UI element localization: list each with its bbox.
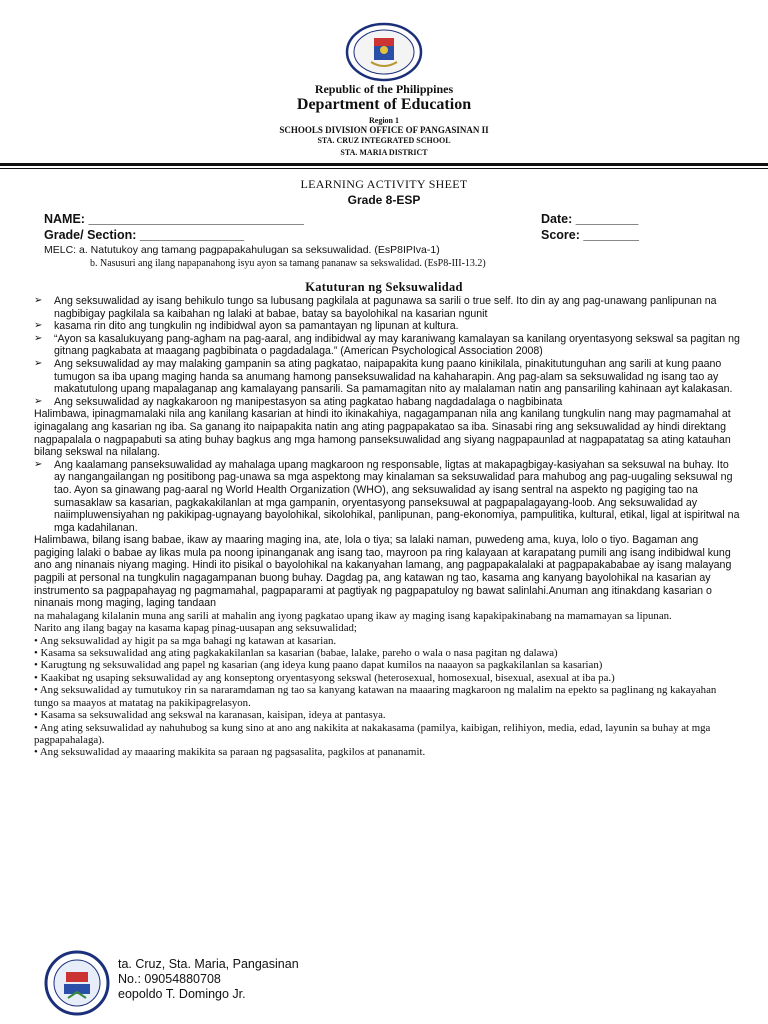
region-line: Region 1 [369, 116, 399, 125]
grade-section-field[interactable]: Grade/ Section: _______________ [44, 228, 245, 242]
paragraph-text: • Kasama sa seksuwalidad ang sekswal na karanasan, kaisipan, ideya at pantasya. [34, 709, 386, 722]
paragraph [34, 534, 740, 610]
footer-principal: eopoldo T. Domingo Jr. [118, 987, 246, 1001]
date-field[interactable]: Date: _________ [541, 212, 639, 226]
melc-b: b. Nasusuri ang ilang napapanahong isyu ayon sa tamang pananaw sa sekswalidad. (EsP8-III-13.2) [90, 258, 486, 269]
melc-a: MELC: a. Natutukoy ang tamang pagpapakahulugan sa seksuwalidad. (EsP8IPIva-1) [44, 244, 440, 256]
republic-line: Republic of the Philippines [314, 82, 454, 96]
arrow-bullet-icon: ➢ [34, 332, 43, 344]
list-paragraph [34, 746, 740, 758]
list-paragraph [34, 610, 740, 622]
section-title: Katuturan ng Seksuwalidad [305, 280, 463, 294]
paragraph-text: Narito ang ilang bagay na kasama kapag pinag-uusapan ang seksuwalidad; [34, 622, 357, 635]
sheet-title: LEARNING ACTIVITY SHEET [300, 177, 468, 191]
division-line: SCHOOLS DIVISION OFFICE OF PANGASINAN II [279, 125, 489, 135]
bullet-item [34, 333, 740, 358]
school-line: STA. CRUZ INTEGRATED SCHOOL [317, 136, 451, 145]
department-line: Department of Education [296, 96, 472, 113]
header-rule-thin [0, 168, 768, 169]
arrow-bullet-icon: ➢ [34, 357, 43, 369]
bullet-item [34, 459, 740, 535]
paragraph-text: • Ang seksuwalidad ay tumutukoy rin sa nararamdaman ng tao sa kanyang katawan na maaaring magkaroon ng malalim na epekto sa paglinang ng kakayahan tungo sa maayos at matatag na pakikipagrelasyon. [34, 684, 717, 709]
list-paragraph [34, 647, 740, 659]
paragraph-text: Ang kaalamang panseksuwalidad ay mahalaga upang magkaroon ng responsable, ligtas at makapagbigay-kasiyahan sa seksuwal na buhay. Ito ay nangangailangan ng positibong pag-unawa sa mga aspektong may kinalaman sa seksuwalidad para mahubog ang pag-uugaling seksuwal ng tao. Ayon sa ginawang pag-aaral ng World Health Organization (WHO), ang seksuwalidad ay isang sentral na aspekto ng pagiging tao na sumasaklaw sa kasarian, pagkakakilanlan at mga gampanin, oryentasyong panseksuwal at pagpapalagayang-loob. Ang seksuwalidad ay naiimpluwensiyahan ng pakikipag-ugnayang bayolohikal, sikolohikal, panlipunan, pang-ekonomiya, pampulitika, kultural, etikal, ligal at ispiritwal na mga kadahilanan. [54, 458, 740, 534]
paragraph-text: kasama rin dito ang tungkulin ng indibidwal ayon sa pamantayan ng lipunan at kultura. [54, 320, 459, 333]
paragraph-text: Ang seksuwalidad ay may malaking gampanin sa ating pagkatao, naipapakita kung paano kinikilala, pinakitutunguhan ang sarili at kung paano tumugon sa iba upang maging handa sa anumang hamong panseksuwalidad na kahaharapin. Ang pag-alam sa seksuwalidad ng isang tao ay makatutulong upang mapalaganap ang kamalayang pansarili. Sa pamamagitan nito ay malalaman natin ang pansariling kahinaan ayt kalakasan. [54, 357, 733, 396]
paragraph-text: Halimbawa, ipinagmamalaki nila ang kanilang kasarian at hindi ito ikinakahiya, nagagampanan nila ang kanilang tungkulin nang may pagmamahal at iginagalang ang kasarian ng iba. Sa ganang ito naipapakita natin ang ating pagpapakatao sa iba. Sinasabi ring ang seksuwalidad ay hindi direktang nagpapalala o nagpapabuti sa ating buhay bagkus ang mga hamong panseksuwalidad ang siyang nagpapaunlad at nagpapatatag sa ating katauhan bilang sekswal na nilalang. [34, 408, 731, 459]
bullet-item [34, 320, 740, 333]
paragraph-text: “Ayon sa kasalukuyang pang-agham na pag-aaral, ang indibidwal ay may karaniwang kamalayan sa kanilang oryentasyong sekswal sa pagitan ng gitnang pagkabata at maagang pagbibinata o pagdadalaga.” (American Psychological Association 2008) [54, 332, 740, 358]
paragraph [34, 408, 740, 458]
paragraph-text: • Ang seksuwalidad ay maaaring makikita sa paraan ng pagsasalita, pagkilos at pananamit. [34, 746, 426, 759]
header-rule [0, 163, 768, 166]
bullet-item [34, 358, 740, 396]
grade-label: Grade 8-ESP [347, 193, 421, 207]
list-paragraph [34, 722, 740, 747]
paragraph-text: Halimbawa, bilang isang babae, ikaw ay maaring maging ina, ate, lola o tiya; sa lalaki naman, puwedeng ama, kuya, lolo o tiyo. Bagaman ang pagiging lalaki o babae ay likas mula pa noong ipinanganak ang isang tao, mayroon pa ring kalayaan at karapatang pumili ang isang indibidwal kung ano ang ninanais niyang maging. Hindi ito pisikal o bayolohikal na kakanyahan lamang, ang pagpapakalalaki at pagpapakababae ay isang malayang pagpili at personal na tungkulin nagagampanan buong buhay. Dagdag pa, ang katawan ng tao, kasama ang kanyang bayolohikal na kasarian ay instrumento sa pagpapahayag ng pagmamahal, pagpaparami at pagtiyak ng pagpapatuloy ng bawat salinlahi.Anuman ang itinakdang kasarian o ninanais mong maging, laging tandaan [34, 534, 732, 610]
paragraph-text: na mahalagang kilalanin muna ang sarili at mahalin ang iyong pagkatao upang ikaw ay maging isang kapakipakinabang na mamamayan sa lipunan. [34, 609, 672, 622]
paragraph-text: Ang seksuwalidad ay nagkakaroon ng manipestasyon sa ating pagkatao habang nagdadalaga o nagbibinata [54, 395, 563, 408]
list-paragraph [34, 659, 740, 671]
footer-address: ta. Cruz, Sta. Maria, Pangasinan [118, 957, 299, 971]
deped-seal [345, 22, 423, 82]
arrow-bullet-icon: ➢ [34, 320, 43, 332]
paragraph-text: • Ang ating seksuwalidad ay nahuhubog sa kung sino at ano ang nakikita at nakakasama (pamilya, kaibigan, relihiyon, media, edad, layunin sa buhay at mga pagpapahalaga). [34, 721, 711, 746]
list-paragraph [34, 709, 740, 721]
arrow-bullet-icon: ➢ [34, 395, 43, 407]
paragraph-text: Ang seksuwalidad ay isang behikulo tungo sa lubusang pagkilala at pagunawa sa sarili o true self. Ito din ay ang pag-unawang panlipunan na nagbibigay pagkilala sa kaibahan ng lalaki at babae, batay sa bayolohikal na kasarian ngunit [54, 295, 717, 320]
list-paragraph [34, 672, 740, 684]
list-paragraph [34, 684, 740, 709]
paragraph-text: • Kasama sa seksuwalidad ang ating pagkakakilanlan sa kasarian (babae, lalake, pareho o wala o nasa pagitan ng dalawa) [34, 647, 558, 660]
district-line: STA. MARIA DISTRICT [340, 148, 428, 157]
school-seal [44, 950, 110, 1016]
name-field[interactable]: NAME: _______________________________ [44, 212, 304, 226]
bullet-item [34, 295, 740, 320]
footer-contact: No.: 09054880708 [118, 972, 221, 986]
list-paragraph [34, 622, 740, 634]
bullet-item [34, 396, 740, 409]
score-field[interactable]: Score: ________ [541, 228, 639, 242]
paragraph-text: • Ang seksuwalidad ay higit pa sa mga bahagi ng katawan at kasarian. [34, 634, 337, 647]
lesson-content [34, 295, 740, 759]
arrow-bullet-icon: ➢ [34, 458, 43, 470]
paragraph-text: • Kaakibat ng usaping seksuwalidad ay ang konseptong oryentasyong sekswal (heterosexual, homosexual, bisexual, asexual at iba pa.) [34, 671, 615, 684]
arrow-bullet-icon: ➢ [34, 295, 43, 306]
list-paragraph [34, 635, 740, 647]
paragraph-text: • Karugtung ng seksuwalidad ang papel ng kasarian (ang ideya kung paano dapat kumilos na naaayon sa pagkakilanlan sa kasarian) [34, 659, 603, 672]
